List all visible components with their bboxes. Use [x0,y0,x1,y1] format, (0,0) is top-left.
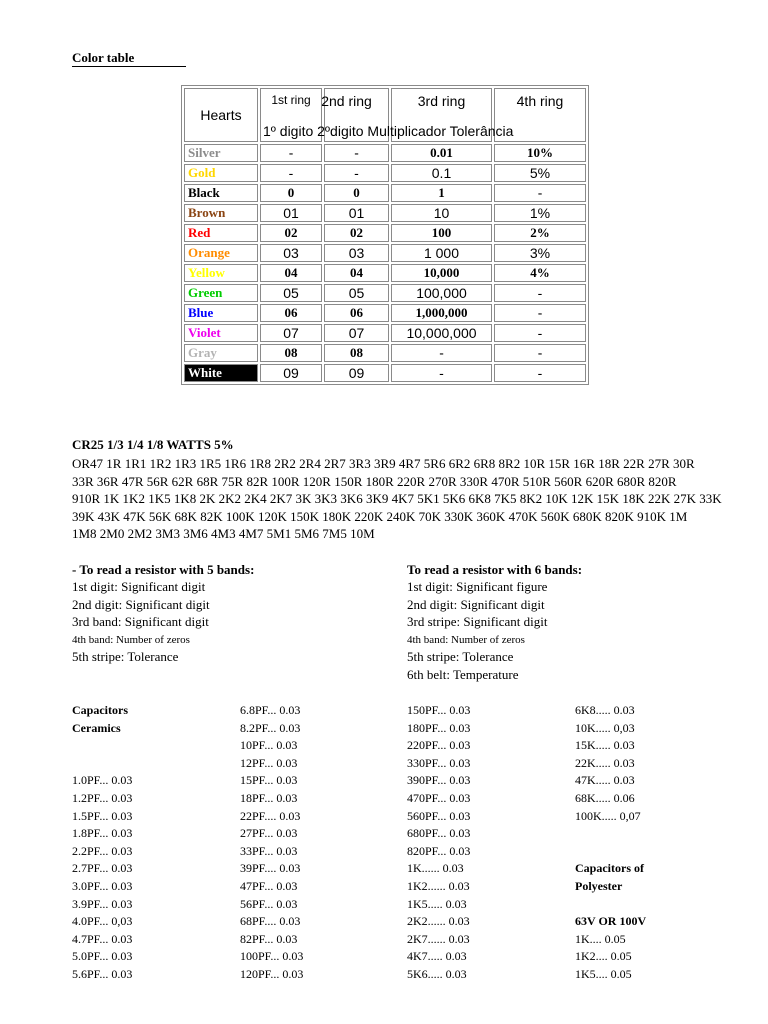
capacitor-value: 22PF.... 0.03 [240,808,301,823]
capacitor-value: 2.7PF... 0.03 [72,861,133,876]
header-ring1-label: 1st ring [271,93,311,107]
capacitor-value: 330PF... 0.03 [407,755,471,770]
cell-multiplier: 10,000,000 [391,324,492,342]
cell-tolerance: - [494,184,586,202]
capacitor-value: 5.6PF... 0.03 [72,967,133,981]
cell-second-digit: 05 [324,284,389,302]
cell-multiplier: 1 [391,184,492,202]
capacitor-value: 5K6..... 0.03 [407,967,467,981]
capacitor-value: 27PF... 0.03 [240,826,298,841]
cell-first-digit: 05 [260,284,322,302]
capacitor-value: 1.5PF... 0.03 [72,808,133,823]
capacitor-value: 1K...... 0.03 [407,861,464,876]
cell-multiplier: 100,000 [391,284,492,302]
cell-multiplier: - [391,364,492,382]
band-instruction: 2nd digit: Significant digit [407,596,545,612]
capacitor-value: 150PF... 0.03 [407,703,471,717]
cell-tolerance: - [494,324,586,342]
five-band-title: - To read a resistor with 5 bands: [72,562,255,577]
band-instruction: 4th band: Number of zeros [407,633,525,646]
header-hearts: Hearts [184,88,258,142]
table-row [184,264,586,282]
capacitor-value: 1K.... 0.05 [575,931,626,946]
cell-color-name: White [184,364,258,382]
band-instruction: 6th belt: Temperature [407,667,519,682]
cell-second-digit: 01 [324,204,389,222]
capacitor-value: 68PF.... 0.03 [240,914,301,929]
cell-multiplier: 1 000 [391,244,492,262]
band-instruction: 1st digit: Significant digit [72,579,206,594]
capacitor-value: 2K2...... 0.03 [407,914,470,929]
cell-tolerance: 2% [494,224,586,242]
cell-second-digit: 04 [324,264,389,282]
table-row [184,244,586,262]
capacitor-value: 12PF... 0.03 [240,755,298,770]
capacitor-value: 470PF... 0.03 [407,791,471,805]
capacitor-value: 6K8..... 0.03 [575,703,635,717]
capacitor-value: 390PF... 0.03 [407,773,471,788]
cell-tolerance: 3% [494,244,586,262]
capacitor-value: 2.2PF... 0.03 [72,843,133,858]
cell-tolerance: - [494,304,586,322]
cell-multiplier: 10 [391,204,492,222]
cell-first-digit: 02 [260,224,322,242]
cell-color-name: Blue [184,304,258,322]
capacitor-value: 820PF... 0.03 [407,843,471,858]
cell-multiplier: 100 [391,224,492,242]
cell-first-digit: 04 [260,264,322,282]
cell-tolerance: - [494,364,586,382]
cell-tolerance: - [494,284,586,302]
cell-second-digit: 09 [324,364,389,382]
cell-first-digit: 09 [260,364,322,382]
cell-color-name: Black [184,184,258,202]
cell-first-digit: 0 [260,184,322,202]
capacitor-value: 1K5.... 0.05 [575,967,632,981]
cell-tolerance: 10% [494,144,586,162]
capacitor-value: 2K7...... 0.03 [407,931,470,946]
band-instruction: 5th stripe: Tolerance [72,649,179,665]
table-row [184,204,586,222]
capacitor-value: 4K7..... 0.03 [407,949,467,964]
capacitor-value: 1.2PF... 0.03 [72,791,133,805]
table-row [184,364,586,382]
capacitor-value: 1K2...... 0.03 [407,879,470,893]
capacitor-value: 18PF... 0.03 [240,791,298,805]
header-ring2-label: 2nd ring [321,93,372,109]
capacitor-value: 47K..... 0.03 [575,773,635,788]
cell-tolerance: 5% [494,164,586,182]
cell-color-name: Silver [184,144,258,162]
six-band-title: To read a resistor with 6 bands: [407,562,583,577]
cell-color-name: Gold [184,164,258,182]
capacitor-value: 68K..... 0.06 [575,791,635,805]
capacitor-value: 560PF... 0.03 [407,808,471,823]
capacitor-value: 220PF... 0.03 [407,738,471,753]
cell-color-name: Violet [184,324,258,342]
table-row [184,184,586,202]
table-row [184,304,586,322]
capacitor-value: 15PF... 0.03 [240,773,298,788]
cell-second-digit: - [324,164,389,182]
table-row [184,224,586,242]
table-subheader: 1º digito 2ºdigito Multiplicador Tolerância [263,123,514,139]
cell-color-name: Gray [184,344,258,362]
resistor-values-line: OR47 1R 1R1 1R2 1R3 1R5 1R6 1R8 2R2 2R4 2R7 3R3 3R9 4R7 5R6 6R2 6R8 8R2 10R 15R 16R 18R 22R 27R 30R [72,456,695,471]
capacitor-value: 680PF... 0.03 [407,826,471,841]
cell-second-digit: 07 [324,324,389,342]
capacitor-value: 100K..... 0,07 [575,808,641,823]
cell-second-digit: 03 [324,244,389,262]
page-title: Color table [72,50,135,65]
cell-second-digit: 08 [324,344,389,362]
cell-tolerance: 4% [494,264,586,282]
cell-first-digit: - [260,164,322,182]
capacitor-value: 5.0PF... 0.03 [72,949,133,964]
cell-second-digit: 06 [324,304,389,322]
table-row [184,284,586,302]
capacitor-value: 4.7PF... 0.03 [72,931,133,946]
table-row [184,344,586,362]
resistor-values-line: 910R 1K 1K2 1K5 1K8 2K 2K2 2K4 2K7 3K 3K3 3K6 3K9 4K7 5K1 5K6 6K8 7K5 8K2 10K 12K 15K 18K 22K 27K 33K [72,491,722,506]
band-instruction: 4th band: Number of zeros [72,633,190,646]
band-instruction: 3rd stripe: Significant digit [407,614,548,630]
capacitor-value: 4.0PF... 0,03 [72,914,133,929]
capacitor-value: 1.8PF... 0.03 [72,826,133,841]
band-instruction: 1st digit: Significant figure [407,579,548,594]
cell-tolerance: 1% [494,204,586,222]
capacitor-value: 180PF... 0.03 [407,720,471,735]
capacitor-value: 120PF... 0.03 [240,967,304,981]
table-row [184,324,586,342]
capacitor-value: 39PF.... 0.03 [240,861,301,876]
capacitor-value: 3.9PF... 0.03 [72,896,133,911]
cell-second-digit: 02 [324,224,389,242]
cell-first-digit: 06 [260,304,322,322]
cell-color-name: Red [184,224,258,242]
band-instruction: 5th stripe: Tolerance [407,649,514,665]
table-row [184,164,586,182]
capacitor-value: 3.0PF... 0.03 [72,879,133,893]
capacitor-value: 8.2PF... 0.03 [240,720,301,735]
resistor-values-line: 1M8 2M0 2M2 3M3 3M6 4M3 4M7 5M1 5M6 7M5 10M [72,526,375,541]
resistor-title: CR25 1/3 1/4 1/8 WATTS 5% [72,437,234,452]
cell-multiplier: - [391,344,492,362]
cell-color-name: Yellow [184,264,258,282]
cell-first-digit: 01 [260,204,322,222]
capacitor-value: 82PF... 0.03 [240,931,298,946]
cell-first-digit: 07 [260,324,322,342]
capacitor-value: 10K..... 0,03 [575,720,635,735]
capacitor-value: 33PF... 0.03 [240,843,298,858]
capacitor-heading: Capacitors [72,703,128,717]
cell-color-name: Orange [184,244,258,262]
cell-second-digit: 0 [324,184,389,202]
capacitor-value: 1K2.... 0.05 [575,949,632,964]
band-instruction: 3rd band: Significant digit [72,614,209,630]
capacitor-value: 15K..... 0.03 [575,738,635,753]
capacitor-value: 100PF... 0.03 [240,949,304,964]
capacitor-heading: Ceramics [72,720,121,735]
cell-multiplier: 0.1 [391,164,492,182]
cell-second-digit: - [324,144,389,162]
cell-color-name: Green [184,284,258,302]
cell-first-digit: 08 [260,344,322,362]
capacitor-value: 6.8PF... 0.03 [240,703,301,717]
capacitor-value: 22K..... 0.03 [575,755,635,770]
resistor-values-line: 39K 43K 47K 56K 68K 82K 100K 120K 150K 180K 220K 240K 70K 330K 360K 470K 560K 680K 820K 910K 1M [72,508,688,524]
cell-multiplier: 0.01 [391,144,492,162]
title-underline [72,66,186,67]
capacitor-value: 47PF... 0.03 [240,879,298,893]
cell-first-digit: - [260,144,322,162]
capacitor-value: 1.0PF... 0.03 [72,773,133,788]
capacitor-heading: Polyester [575,879,623,893]
header-ring4-label: 4th ring [516,93,564,109]
capacitor-value: 56PF... 0.03 [240,896,298,911]
cell-multiplier: 10,000 [391,264,492,282]
capacitor-heading: 63V OR 100V [575,914,647,929]
resistor-values-line: 33R 36R 47R 56R 62R 68R 75R 82R 100R 120R 150R 180R 220R 270R 330R 470R 510R 560R 620R 680R 820R [72,473,677,489]
table-row [184,144,586,162]
cell-multiplier: 1,000,000 [391,304,492,322]
capacitor-value: 1K5..... 0.03 [407,896,467,911]
band-instruction: 2nd digit: Significant digit [72,596,210,612]
cell-first-digit: 03 [260,244,322,262]
cell-tolerance: - [494,344,586,362]
capacitor-heading: Capacitors of [575,861,644,876]
cell-color-name: Brown [184,204,258,222]
header-ring3-label: 3rd ring [417,93,466,109]
capacitor-value: 10PF... 0.03 [240,738,298,753]
